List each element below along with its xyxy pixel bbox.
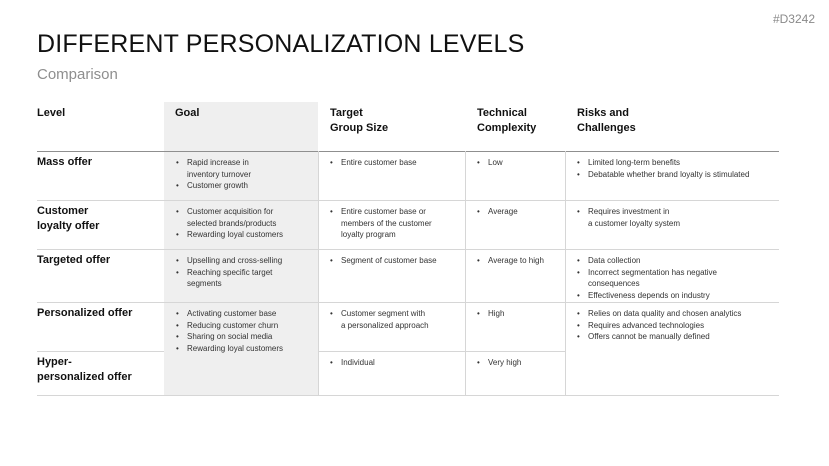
list-item: • Average to high [476,255,564,267]
cell-target [329,308,463,331]
list-item: • Requires advanced technologies [576,320,779,332]
row-divider [318,351,565,352]
cell-goal [175,308,315,354]
list-item: • Limited long-term benefits [576,157,779,169]
list-item: • Requires investment in a customer loyalty system [576,206,779,229]
column-divider [318,151,319,395]
table-bottom-rule [37,395,779,396]
cell-risks [576,255,779,301]
list-item: • Rewarding loyal customers [175,343,315,355]
list-item: • Sharing on social media [175,331,315,343]
column-divider [565,151,566,395]
column-divider [465,151,466,395]
list-item: • Reducing customer churn [175,320,315,332]
list-item: • Rapid increase in inventory turnover [175,157,315,180]
row-label-hyper-personalized-offer: Hyper- personalized offer [37,356,132,383]
row-label-personalized-offer: Personalized offer [37,307,133,319]
header-level: Level [37,107,66,119]
cell-tech [476,255,564,267]
list-item: • Individual [329,357,463,369]
list-item: • Reaching specific target segments [175,267,315,290]
slide-id: #D3242 [772,12,815,26]
cell-target [329,255,463,267]
header-target-group-size: Target Group Size [330,107,389,134]
list-item: • Customer growth [175,180,315,192]
row-divider [37,249,779,250]
cell-target [329,206,463,241]
list-item: • Entire customer base [329,157,463,169]
cell-goal [175,255,315,290]
list-item: • Customer acquisition for selected brands/products [175,206,315,229]
list-item: • Offers cannot be manually defined [576,331,779,343]
list-item: • Activating customer base [175,308,315,320]
list-item: • Effectiveness depends on industry [576,290,779,302]
cell-risks [576,308,779,343]
row-label-customer-loyalty-offer: Customer loyalty offer [37,205,100,232]
page-subtitle: Comparison [37,66,118,83]
list-item: • Average [476,206,564,218]
list-item: • Entire customer base or members of the customer loyalty program [329,206,463,241]
list-item: • Incorrect segmentation has negative consequences [576,267,779,290]
list-item: • Rewarding loyal customers [175,229,315,241]
row-divider [37,302,779,303]
row-label-mass-offer: Mass offer [37,156,93,168]
cell-target [329,357,463,369]
cell-tech [476,308,564,320]
cell-risks [576,157,779,180]
list-item: • Segment of customer base [329,255,463,267]
list-item: • Data collection [576,255,779,267]
cell-tech [476,206,564,218]
cell-target [329,157,463,169]
list-item: • Customer segment with a personalized approach [329,308,463,331]
header-goal: Goal [175,107,200,119]
list-item: • Very high [476,357,564,369]
header-risks-challenges: Risks and Challenges [577,107,636,134]
cell-tech [476,157,564,169]
header-technical-complexity: Technical Complexity [477,107,537,134]
list-item: • Relies on data quality and chosen analytics [576,308,779,320]
row-divider [37,351,164,352]
row-divider [37,200,779,201]
cell-goal [175,206,315,241]
list-item: • Low [476,157,564,169]
page-title: DIFFERENT PERSONALIZATION LEVELS [37,30,525,58]
list-item: • High [476,308,564,320]
cell-goal [175,157,315,192]
header-divider [37,151,779,152]
cell-risks [576,206,779,229]
list-item: • Upselling and cross-selling [175,255,315,267]
row-label-targeted-offer: Targeted offer [37,254,111,266]
cell-tech [476,357,564,369]
list-item: • Debatable whether brand loyalty is stimulated [576,169,779,181]
